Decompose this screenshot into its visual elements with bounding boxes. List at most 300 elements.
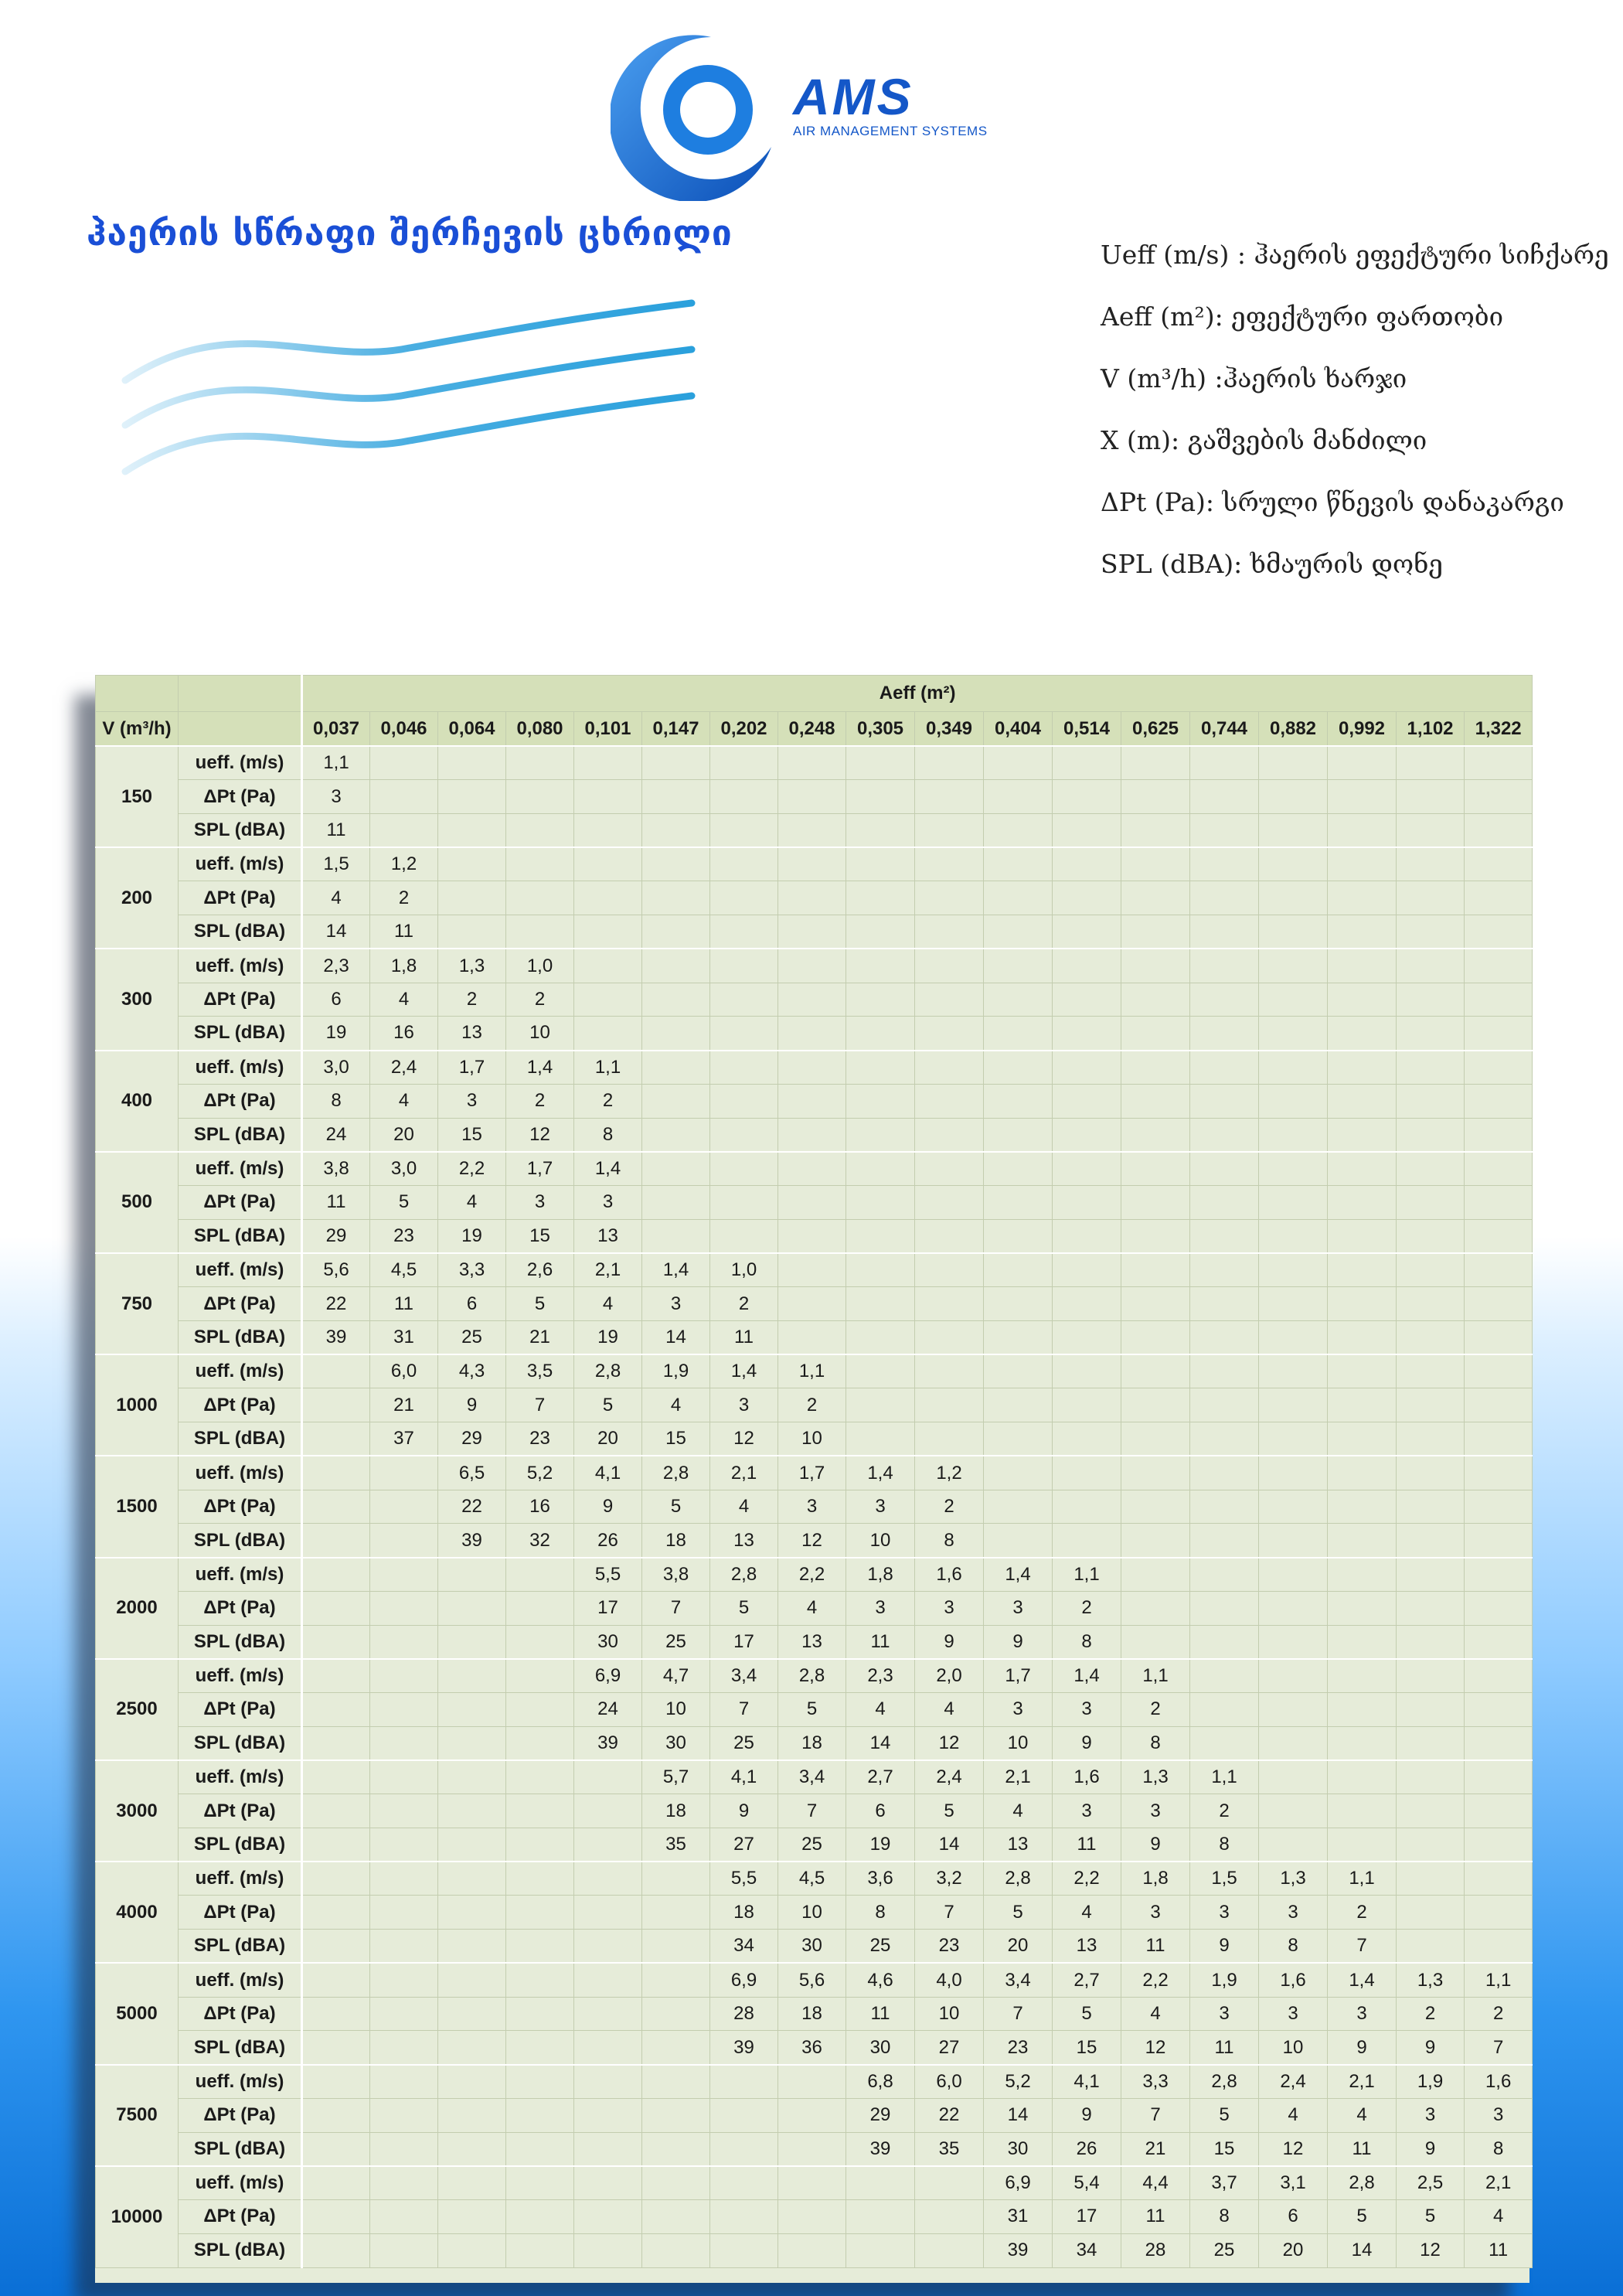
data-cell: 5,7 (642, 1760, 710, 1794)
data-cell (574, 2098, 642, 2132)
data-cell: 11 (370, 1287, 438, 1321)
data-cell (1121, 881, 1190, 915)
data-cell: 8 (1121, 1726, 1190, 1760)
data-cell: 1,9 (642, 1354, 710, 1388)
legend-item-spl: SPL (dBA): ხმაურის დონე (1101, 549, 1443, 579)
data-cell: 11 (1121, 2200, 1190, 2234)
data-cell: 1,4 (984, 1558, 1053, 1592)
data-cell (1121, 1152, 1190, 1186)
table-row (96, 1963, 1533, 1997)
data-cell (1465, 915, 1533, 949)
data-cell: 10 (642, 1693, 710, 1727)
data-cell (438, 1591, 506, 1625)
data-cell: 4 (438, 1186, 506, 1220)
data-cell: 3 (1053, 1794, 1121, 1828)
data-cell (778, 2200, 846, 2234)
data-cell (710, 2098, 778, 2132)
data-cell: 3 (778, 1490, 846, 1524)
data-cell (710, 1084, 778, 1118)
data-cell: 27 (915, 2031, 984, 2065)
data-cell (438, 1828, 506, 1862)
data-cell: 4 (710, 1490, 778, 1524)
data-cell (1190, 813, 1259, 847)
table-row (96, 1896, 1533, 1930)
data-cell (915, 1118, 984, 1152)
data-cell: 1,3 (1397, 1963, 1465, 1997)
table-row (96, 2166, 1533, 2200)
data-cell: 1,1 (574, 1051, 642, 1085)
data-cell: 13 (1053, 1930, 1121, 1964)
data-cell: 3,6 (846, 1862, 915, 1896)
data-cell (1259, 915, 1328, 949)
data-cell: 7 (984, 1997, 1053, 2031)
data-cell: 1,1 (1328, 1862, 1397, 1896)
data-cell: 1,1 (1053, 1558, 1121, 1592)
data-cell (506, 2233, 574, 2267)
data-cell: 14 (915, 1828, 984, 1862)
data-cell (915, 746, 984, 780)
data-cell (1397, 949, 1465, 983)
data-cell (778, 1051, 846, 1085)
data-cell: 12 (915, 1726, 984, 1760)
data-cell: 4,3 (438, 1354, 506, 1388)
data-cell: 18 (642, 1794, 710, 1828)
data-cell: 8 (1465, 2132, 1533, 2166)
aeff-value-header: 0,248 (778, 712, 846, 747)
data-cell (1121, 1490, 1190, 1524)
data-cell (1053, 1017, 1121, 1051)
data-cell (1190, 1388, 1259, 1422)
data-cell: 26 (1053, 2132, 1121, 2166)
data-cell (506, 847, 574, 881)
data-cell (1465, 1930, 1533, 1964)
data-cell: 2,3 (846, 1659, 915, 1693)
data-cell (1190, 1051, 1259, 1085)
data-cell (846, 1320, 915, 1354)
data-cell: 2,3 (302, 949, 370, 983)
data-cell (915, 2200, 984, 2234)
data-cell (1190, 1659, 1259, 1693)
data-cell (1328, 813, 1397, 847)
data-cell: 5 (984, 1896, 1053, 1930)
data-cell: 2 (574, 1084, 642, 1118)
selection-table-container (95, 675, 1529, 2283)
data-cell (1465, 1084, 1533, 1118)
table-row (96, 2031, 1533, 2065)
data-cell: 1,8 (846, 1558, 915, 1592)
data-cell: 6 (1259, 2200, 1328, 2234)
data-cell: 13 (438, 1017, 506, 1051)
data-cell: 30 (846, 2031, 915, 2065)
data-cell: 1,6 (1053, 1760, 1121, 1794)
data-cell (1259, 1422, 1328, 1456)
data-cell (778, 1253, 846, 1287)
airflow-waves-graphic (116, 294, 703, 479)
data-cell (302, 1524, 370, 1558)
data-cell: 3 (1190, 1896, 1259, 1930)
data-cell (1328, 746, 1397, 780)
data-cell: 11 (1190, 2031, 1259, 2065)
data-cell (1397, 1794, 1465, 1828)
data-cell: 1,6 (1465, 2065, 1533, 2099)
data-cell (574, 813, 642, 847)
data-cell: 3 (1328, 1997, 1397, 2031)
data-cell: 2,2 (438, 1152, 506, 1186)
data-cell: 3 (846, 1591, 915, 1625)
data-cell (1190, 1287, 1259, 1321)
data-cell: 1,8 (370, 949, 438, 983)
table-row (96, 915, 1533, 949)
parameter-label-cell: ueff. (m/s) (179, 847, 302, 881)
parameter-label-cell: ueff. (m/s) (179, 1051, 302, 1085)
data-cell (506, 1659, 574, 1693)
data-cell (642, 2200, 710, 2234)
data-cell (846, 1152, 915, 1186)
data-cell (1259, 1118, 1328, 1152)
data-cell: 2 (710, 1287, 778, 1321)
data-cell (1397, 1524, 1465, 1558)
parameter-label-cell: ΔPt (Pa) (179, 1490, 302, 1524)
data-cell: 10 (984, 1726, 1053, 1760)
parameter-label-cell: ueff. (m/s) (179, 1456, 302, 1490)
data-cell: 4 (370, 1084, 438, 1118)
data-cell (710, 2132, 778, 2166)
data-cell (574, 949, 642, 983)
data-cell (574, 2065, 642, 2099)
data-cell: 3 (710, 1388, 778, 1422)
data-cell (302, 1930, 370, 1964)
data-cell (1328, 1017, 1397, 1051)
data-cell (1190, 780, 1259, 814)
data-cell: 2,1 (574, 1253, 642, 1287)
parameter-label-cell: SPL (dBA) (179, 2031, 302, 2065)
data-cell (1465, 1726, 1533, 1760)
airflow-value-cell: 1500 (96, 1456, 179, 1557)
data-cell: 1,6 (915, 1558, 984, 1592)
data-cell (984, 1084, 1053, 1118)
data-cell (438, 2233, 506, 2267)
data-cell: 1,6 (1259, 1963, 1328, 1997)
data-cell (1053, 1456, 1121, 1490)
data-cell (1053, 1186, 1121, 1220)
data-cell: 3,4 (984, 1963, 1053, 1997)
data-cell (1190, 1422, 1259, 1456)
data-cell: 11 (1121, 1930, 1190, 1964)
data-cell (642, 847, 710, 881)
data-cell: 14 (846, 1726, 915, 1760)
data-cell: 10 (778, 1422, 846, 1456)
data-cell (984, 1051, 1053, 1085)
parameter-label-cell: ΔPt (Pa) (179, 1591, 302, 1625)
data-cell (1259, 1693, 1328, 1727)
data-cell: 9 (915, 1625, 984, 1659)
parameter-label-cell: ueff. (m/s) (179, 949, 302, 983)
data-cell (642, 2166, 710, 2200)
data-cell (370, 1693, 438, 1727)
data-cell (438, 881, 506, 915)
data-cell (1190, 1591, 1259, 1625)
data-cell: 30 (642, 1726, 710, 1760)
data-cell: 8 (915, 1524, 984, 1558)
data-cell (1328, 881, 1397, 915)
data-cell (1397, 1388, 1465, 1422)
data-cell: 3 (1190, 1997, 1259, 2031)
data-cell (1397, 1726, 1465, 1760)
data-cell (984, 746, 1053, 780)
data-cell: 19 (438, 1219, 506, 1253)
data-cell: 2,1 (1328, 2065, 1397, 2099)
data-cell: 4 (846, 1693, 915, 1727)
data-cell: 12 (1397, 2233, 1465, 2267)
legend-item-x: X (m): გაშვების მანძილი (1101, 425, 1427, 455)
data-cell: 1,1 (1465, 1963, 1533, 1997)
data-cell (1328, 1422, 1397, 1456)
data-cell (1121, 1422, 1190, 1456)
data-cell: 30 (778, 1930, 846, 1964)
data-cell (1121, 1320, 1190, 1354)
data-cell (370, 2200, 438, 2234)
data-cell (642, 2098, 710, 2132)
airflow-value-cell: 1000 (96, 1354, 179, 1456)
data-cell (370, 1963, 438, 1997)
data-cell (915, 2166, 984, 2200)
data-cell (984, 1388, 1053, 1422)
data-cell: 31 (370, 1320, 438, 1354)
data-cell: 4 (1121, 1997, 1190, 2031)
data-cell: 25 (642, 1625, 710, 1659)
data-cell: 3 (438, 1084, 506, 1118)
data-cell (370, 1828, 438, 1862)
data-cell (1328, 1219, 1397, 1253)
parameter-label-cell: ueff. (m/s) (179, 1253, 302, 1287)
data-cell: 3,4 (778, 1760, 846, 1794)
data-cell (574, 983, 642, 1017)
data-cell (1328, 983, 1397, 1017)
aeff-value-header: 0,037 (302, 712, 370, 747)
data-cell (1397, 983, 1465, 1017)
data-cell: 14 (1328, 2233, 1397, 2267)
data-cell (1190, 1320, 1259, 1354)
table-row (96, 1219, 1533, 1253)
data-cell (506, 1726, 574, 1760)
data-cell (370, 2166, 438, 2200)
data-cell (1328, 1186, 1397, 1220)
data-cell (1190, 1524, 1259, 1558)
data-cell (1053, 813, 1121, 847)
data-cell: 29 (846, 2098, 915, 2132)
data-cell: 10 (778, 1896, 846, 1930)
data-cell (1465, 1219, 1533, 1253)
airflow-value-cell: 400 (96, 1051, 179, 1152)
data-cell (574, 2031, 642, 2065)
data-cell: 18 (642, 1524, 710, 1558)
data-cell (370, 1760, 438, 1794)
data-cell (1328, 1659, 1397, 1693)
data-cell (642, 1997, 710, 2031)
data-cell (642, 1963, 710, 1997)
data-cell (370, 2233, 438, 2267)
data-cell (1053, 1524, 1121, 1558)
aeff-value-header: 1,102 (1397, 712, 1465, 747)
data-cell: 8 (1190, 2200, 1259, 2234)
data-cell (438, 1930, 506, 1964)
data-cell: 9 (574, 1490, 642, 1524)
data-cell (984, 1152, 1053, 1186)
data-cell (1121, 1354, 1190, 1388)
data-cell (1121, 1591, 1190, 1625)
data-cell (1465, 1118, 1533, 1152)
data-cell: 4 (642, 1388, 710, 1422)
data-cell: 3 (984, 1693, 1053, 1727)
data-cell (1328, 1760, 1397, 1794)
data-cell (1397, 1591, 1465, 1625)
data-cell: 24 (574, 1693, 642, 1727)
table-row (96, 1118, 1533, 1152)
data-cell (915, 1051, 984, 1085)
data-cell (370, 1659, 438, 1693)
data-cell (1259, 1760, 1328, 1794)
data-cell: 6 (438, 1287, 506, 1321)
data-cell (1259, 949, 1328, 983)
data-cell (984, 1490, 1053, 1524)
data-cell: 25 (1190, 2233, 1259, 2267)
data-cell (1397, 1625, 1465, 1659)
data-cell (1397, 1051, 1465, 1085)
data-cell (915, 780, 984, 814)
data-cell: 5,6 (302, 1253, 370, 1287)
data-cell: 4 (1053, 1896, 1121, 1930)
data-cell (1190, 1084, 1259, 1118)
data-cell: 9 (1121, 1828, 1190, 1862)
data-cell: 1,7 (506, 1152, 574, 1186)
data-cell: 4,1 (574, 1456, 642, 1490)
data-cell: 13 (574, 1219, 642, 1253)
data-cell (302, 1422, 370, 1456)
data-cell (710, 847, 778, 881)
data-cell: 25 (778, 1828, 846, 1862)
logo-name: AMS (793, 68, 914, 125)
data-cell (1053, 746, 1121, 780)
airflow-value-cell: 2000 (96, 1558, 179, 1659)
data-cell: 2 (915, 1490, 984, 1524)
data-cell: 8 (574, 1118, 642, 1152)
data-cell (1259, 1253, 1328, 1287)
aeff-value-header: 0,514 (1053, 712, 1121, 747)
data-cell (778, 2233, 846, 2267)
data-cell (506, 1862, 574, 1896)
data-cell (778, 2065, 846, 2099)
data-cell: 4,1 (1053, 2065, 1121, 2099)
data-cell (1190, 1354, 1259, 1388)
data-cell: 4 (915, 1693, 984, 1727)
data-cell (1397, 1186, 1465, 1220)
data-cell (1397, 1422, 1465, 1456)
data-cell (1328, 847, 1397, 881)
data-cell (915, 1388, 984, 1422)
data-cell (1190, 983, 1259, 1017)
data-cell (1259, 780, 1328, 814)
data-cell: 4 (984, 1794, 1053, 1828)
data-cell (1053, 881, 1121, 915)
airflow-value-cell: 3000 (96, 1760, 179, 1862)
data-cell (1259, 1524, 1328, 1558)
data-cell: 10 (506, 1017, 574, 1051)
table-row (96, 1253, 1533, 1287)
data-cell (984, 1320, 1053, 1354)
data-cell: 4 (1465, 2200, 1533, 2234)
data-cell (1259, 1456, 1328, 1490)
data-cell (1397, 1219, 1465, 1253)
data-cell (574, 1930, 642, 1964)
data-cell: 18 (778, 1997, 846, 2031)
parameter-label-cell: ueff. (m/s) (179, 1760, 302, 1794)
data-cell (778, 1118, 846, 1152)
data-cell (574, 1760, 642, 1794)
data-cell (438, 2031, 506, 2065)
data-cell (1053, 847, 1121, 881)
data-cell: 3 (506, 1186, 574, 1220)
data-cell (1328, 1558, 1397, 1592)
table-row (96, 2065, 1533, 2099)
data-cell (1397, 1693, 1465, 1727)
data-cell (915, 847, 984, 881)
data-cell (1465, 1456, 1533, 1490)
parameter-label-cell: SPL (dBA) (179, 1422, 302, 1456)
data-cell (1121, 1051, 1190, 1085)
data-cell (1190, 847, 1259, 881)
data-cell: 3,8 (302, 1152, 370, 1186)
data-cell (1190, 949, 1259, 983)
data-cell (1397, 1118, 1465, 1152)
data-cell (1121, 1118, 1190, 1152)
parameter-label-cell: ΔPt (Pa) (179, 1794, 302, 1828)
data-cell (710, 2200, 778, 2234)
data-cell (642, 2132, 710, 2166)
data-cell (302, 1794, 370, 1828)
data-cell: 11 (1053, 1828, 1121, 1862)
aeff-value-header: 0,080 (506, 712, 574, 747)
data-cell (1465, 1794, 1533, 1828)
data-cell: 4,7 (642, 1659, 710, 1693)
table-row (96, 1456, 1533, 1490)
data-cell (1328, 1152, 1397, 1186)
parameter-label-cell: SPL (dBA) (179, 1828, 302, 1862)
data-cell (370, 1456, 438, 1490)
data-cell (302, 1490, 370, 1524)
header-blank (96, 676, 179, 712)
data-cell: 5 (1397, 2200, 1465, 2234)
data-cell: 8 (1190, 1828, 1259, 1862)
data-cell (1121, 847, 1190, 881)
data-cell (642, 780, 710, 814)
data-cell (1190, 1017, 1259, 1051)
data-cell: 6,0 (915, 2065, 984, 2099)
data-cell: 1,5 (1190, 1862, 1259, 1896)
parameter-label-cell: ΔPt (Pa) (179, 983, 302, 1017)
table-row (96, 1152, 1533, 1186)
data-cell: 3,0 (302, 1051, 370, 1085)
data-cell (1328, 1388, 1397, 1422)
aeff-header: Aeff (m²) (302, 676, 1533, 712)
data-cell (1397, 915, 1465, 949)
data-cell: 13 (710, 1524, 778, 1558)
data-cell (370, 2065, 438, 2099)
data-cell: 6,0 (370, 1354, 438, 1388)
data-cell (438, 1862, 506, 1896)
data-cell (302, 1659, 370, 1693)
data-cell: 11 (302, 813, 370, 847)
data-cell (1465, 1693, 1533, 1727)
